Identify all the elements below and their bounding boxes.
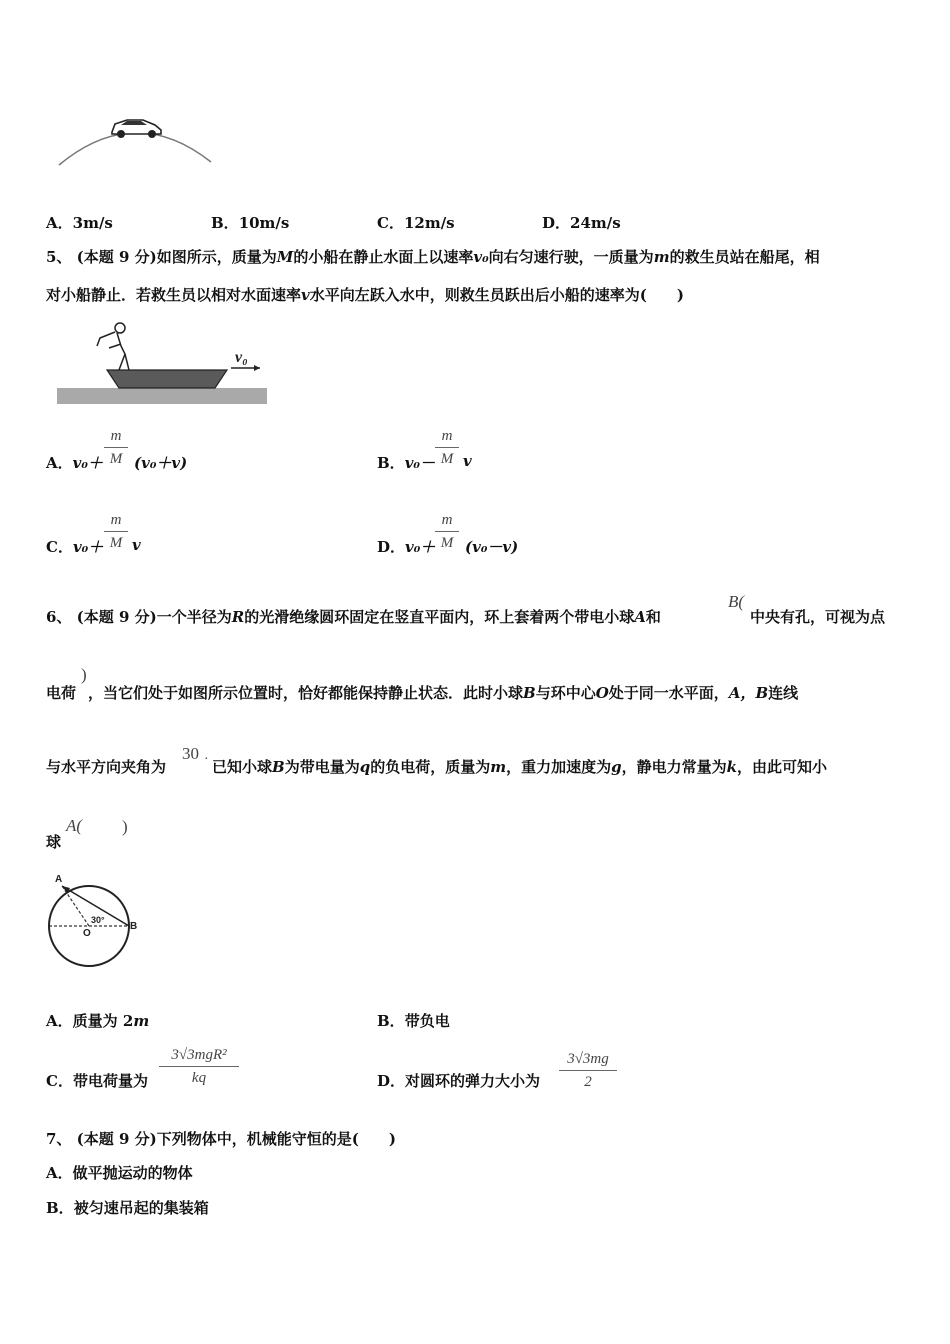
water-surface: [57, 388, 267, 404]
q5-option-d[interactable]: D．v₀＋: [377, 538, 436, 556]
car-icon: [112, 120, 161, 138]
velocity-label: v₀: [235, 349, 248, 366]
fig-label-o: O: [83, 928, 91, 939]
q6-stem-line4: 球: [46, 833, 62, 851]
fig-label-b: B: [130, 921, 138, 932]
q6-option-a[interactable]: A．质量为 2m: [46, 1012, 150, 1030]
lifeguard-icon: [97, 323, 129, 370]
fig-label-angle: 30°: [91, 915, 105, 925]
fig-label-a: A: [55, 874, 63, 885]
q5-number: 5、: [46, 248, 72, 266]
q5-option-a[interactable]: A．v₀＋: [46, 454, 103, 472]
q5-stem-line1: 5、 (本题 9 分)如图所示，质量为M的小船在静止水面上以速率v₀向右匀速行驶，一质量为m的救生员站在船尾，相: [46, 248, 820, 266]
q6-option-c-fraction: 3√3mgR² kq: [159, 1046, 239, 1087]
q5-option-a-fraction: m M: [104, 427, 128, 468]
q7-stem: 7、 (本题 9 分)下列物体中，机械能守恒的是( ): [46, 1130, 396, 1148]
q6-option-d[interactable]: D．对圆环的弹力大小为: [377, 1072, 541, 1090]
q5-stem-line2: 对小船静止．若救生员以相对水面速率v水平向左跃入水中，则救生员跃出后小船的速率为( ): [46, 286, 684, 304]
q6-number: 6、: [46, 608, 72, 626]
radius-oa: [62, 886, 89, 926]
q6-option-c[interactable]: C．带电荷量为: [46, 1072, 148, 1090]
q5-option-b-fraction: m M: [435, 427, 459, 468]
q5-option-b[interactable]: B．v₀－: [377, 454, 435, 472]
q5-option-c[interactable]: C．v₀＋: [46, 538, 104, 556]
q6-stem-line3: 与水平方向夹角为: [46, 758, 167, 776]
q6-stem-line2: 电荷: [46, 684, 77, 702]
q4-option-a[interactable]: A．3m/s: [46, 214, 113, 232]
q5-option-d-fraction: m M: [435, 511, 459, 552]
q6-option-b[interactable]: B．带负电: [377, 1012, 450, 1030]
q4-option-c[interactable]: C．12m/s: [377, 214, 455, 232]
q7-number: 7、: [46, 1130, 72, 1148]
ring-figure: [45, 868, 145, 973]
car-on-bridge-figure: [55, 110, 215, 180]
q6-stem-line1: 6、 (本题 9 分)一个半径为R的光滑绝缘圆环固定在竖直平面内，环上套着两个带电小球A和: [46, 608, 661, 626]
q6-option-d-fraction: 3√3mg 2: [559, 1050, 617, 1091]
boat-hull: [107, 370, 227, 388]
q7-option-a[interactable]: A．做平抛运动的物体: [46, 1164, 193, 1182]
boat-figure: [55, 320, 270, 410]
bridge-arc: [59, 133, 211, 165]
q5-option-c-fraction: m M: [104, 511, 128, 552]
q4-option-b[interactable]: B．10m/s: [211, 214, 290, 232]
q7-option-b[interactable]: B．被匀速吊起的集装箱: [46, 1199, 209, 1217]
q4-option-d[interactable]: D．24m/s: [542, 214, 621, 232]
